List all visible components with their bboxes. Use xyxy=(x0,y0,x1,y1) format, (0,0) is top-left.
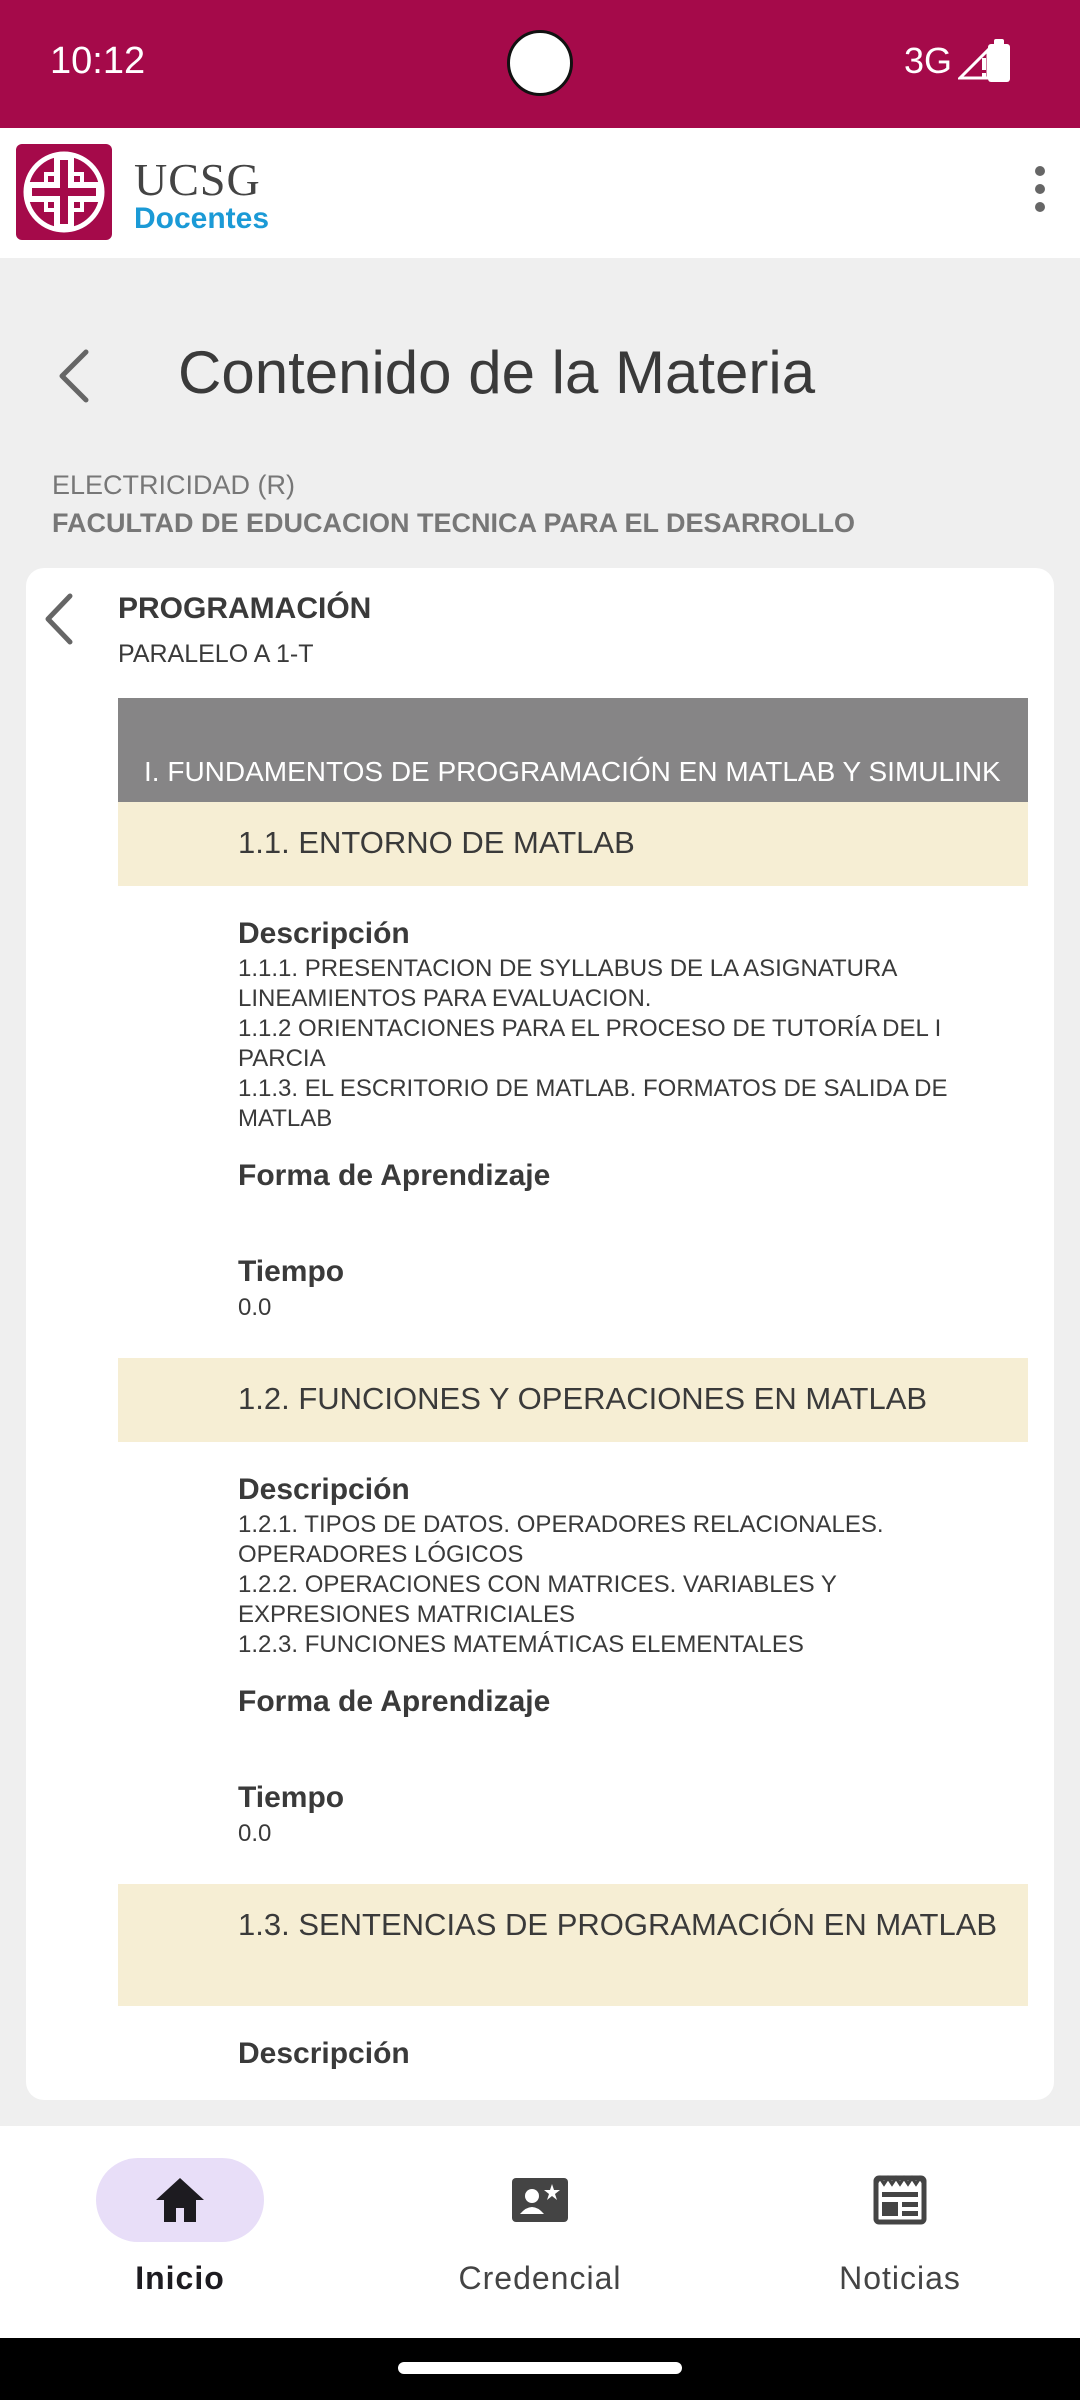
subject-name: ELECTRICIDAD (R) xyxy=(52,470,296,500)
topic-header[interactable]: 1.1. ENTORNO DE MATLAB xyxy=(118,802,1028,886)
home-icon xyxy=(148,2170,212,2230)
ucsg-logo-icon xyxy=(16,144,112,240)
nav-item-credencial[interactable] xyxy=(410,2158,670,2297)
topic-details xyxy=(118,2006,1028,2100)
logo-subtitle: Docentes xyxy=(134,202,270,235)
id-card-icon xyxy=(508,2170,572,2230)
status-bar xyxy=(0,0,1080,128)
back-arrow-icon[interactable] xyxy=(52,348,96,404)
content-list xyxy=(118,698,1028,2100)
system-navigation-bar xyxy=(0,2338,1080,2400)
nav-item-inicio[interactable] xyxy=(50,2158,310,2297)
status-time: 10:12 xyxy=(50,40,146,82)
bottom-navigation xyxy=(0,2126,1080,2338)
time-value: 0.0 xyxy=(238,1294,272,1321)
topic-details xyxy=(118,886,1028,1358)
description-text: 1.1.1. PRESENTACION DE SYLLABUS DE LA ASIGNATURA LINEAMIENTOS PARA EVALUACION. 1.1.2 ORIENTACIONES PARA EL PROCESO DE TUTORÍA DEL I PARCIA 1.1.3. EL ESCRITORIO DE MATLAB. FORMATOS DE SALIDA DE MATLAB xyxy=(238,955,948,1132)
nav-label: Noticias xyxy=(839,2260,961,2296)
page-title: Contenido de la Materia xyxy=(178,339,816,406)
course-paralelo: PARALELO A 1-T xyxy=(118,640,314,668)
course-name: PROGRAMACIÓN xyxy=(118,592,372,625)
battery-icon xyxy=(988,44,1010,82)
nav-active-indicator xyxy=(96,2158,264,2242)
nav-label: Credencial xyxy=(458,2260,622,2296)
nav-icon-container xyxy=(456,2158,624,2242)
time-value: 0.0 xyxy=(238,1820,272,1847)
logo-title: UCSG xyxy=(134,154,261,205)
news-icon xyxy=(868,2170,932,2230)
network-type: 3G xyxy=(903,40,952,81)
learning-form-label: Forma de Aprendizaje xyxy=(238,1685,551,1718)
unit-header: I. FUNDAMENTOS DE PROGRAMACIÓN EN MATLAB Y SIMULINK xyxy=(118,698,1028,802)
time-label: Tiempo xyxy=(238,1255,345,1288)
description-label: Descripción xyxy=(238,2037,410,2070)
description-label: Descripción xyxy=(238,917,410,950)
nav-icon-container xyxy=(816,2158,984,2242)
learning-form-label: Forma de Aprendizaje xyxy=(238,1159,551,1192)
signal-icon xyxy=(958,48,992,80)
description-label: Descripción xyxy=(238,1473,410,1506)
time-label: Tiempo xyxy=(238,1781,345,1814)
faculty-name: FACULTAD DE EDUCACION TECNICA PARA EL DESARROLLO xyxy=(52,508,855,538)
description-text: 1.2.1. TIPOS DE DATOS. OPERADORES RELACIONALES. OPERADORES LÓGICOS 1.2.2. OPERACIONES CON MATRICES. VARIABLES Y EXPRESIONES MATRICIALES 1.2.3. FUNCIONES MATEMÁTICAS ELEMENTALES xyxy=(238,1511,884,1658)
course-content-card xyxy=(26,568,1054,2100)
topic-header[interactable]: 1.3. SENTENCIAS DE PROGRAMACIÓN EN MATLAB xyxy=(118,1884,1028,2006)
nav-item-noticias[interactable] xyxy=(770,2158,1030,2297)
more-options-icon[interactable] xyxy=(1028,166,1052,220)
nav-label: Inicio xyxy=(135,2260,225,2296)
topic-header[interactable]: 1.2. FUNCIONES Y OPERACIONES EN MATLAB xyxy=(118,1358,1028,1442)
app-bar xyxy=(0,128,1080,258)
home-gesture-handle[interactable] xyxy=(398,2362,682,2374)
camera-cutout xyxy=(507,30,573,96)
topic-details xyxy=(118,1442,1028,1884)
logo-text xyxy=(134,154,270,236)
chevron-left-icon[interactable] xyxy=(40,592,76,646)
